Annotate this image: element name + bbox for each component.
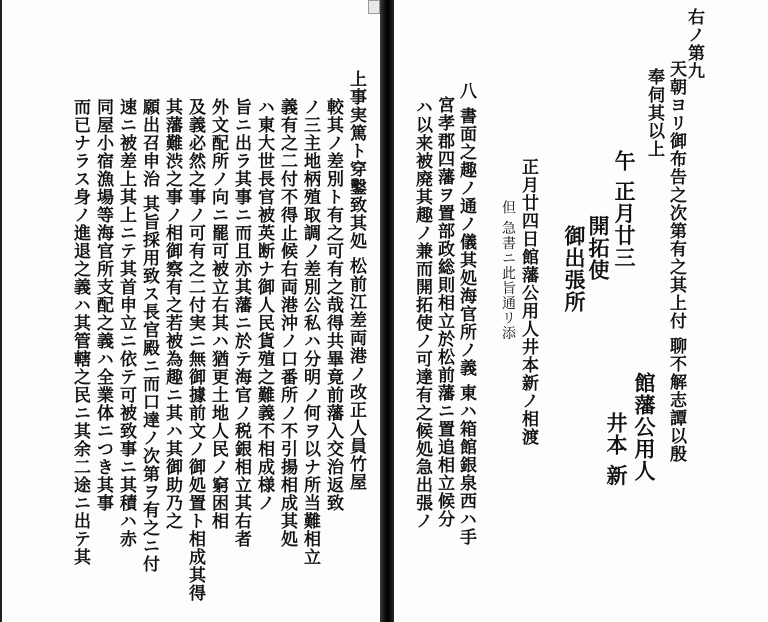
- text-line-9: 其藩難渋之事ノ相御察有之若被為趣ニ其ハ其御助乃之: [162, 98, 182, 530]
- text-line-3: ノ三主地柄殖取調ノ差別公私ハ分明ノ何ヲ以ナ所当難相立: [300, 98, 320, 566]
- text-line-5: ハ東大世長官被英断ナ御人民貨殖之難義不相成様ノ: [254, 98, 274, 512]
- text-line-r4: 宮孝郡四藩ヲ置部政総則相立於松前藩ニ置追相立候分: [434, 96, 454, 528]
- text-line-10: 願出召申治 其旨採用致ス長官殿ニ而口達ノ次第ヲ有之ニ付: [139, 98, 159, 573]
- addressee-branch: 御出張所: [562, 225, 587, 313]
- text-line-r2: 奉伺其以上: [644, 68, 664, 158]
- book-gutter: [380, 0, 394, 622]
- page-tab-marker: [368, 0, 380, 14]
- text-line-7: 外文配所ノ向ニ罷可被立右其ハ猶更土地人民ノ窮困相: [208, 98, 228, 530]
- text-line-2: 較其ノ差別ト有之可有之哉得共畢竟前藩入交治返致: [323, 98, 343, 512]
- receipt-note: 正月廿四日館藩公用人井本新ノ相渡: [518, 158, 538, 446]
- annotation-note: 但 急書ニ此旨通リ添: [500, 200, 516, 341]
- text-line-r5: ハ以来被廃其趣ノ兼而開拓使ノ可達有之候処急出張ノ: [412, 98, 432, 530]
- left-page: [0, 0, 380, 622]
- text-line-r3: 八 書面之趣ノ通ノ儀其処海官所ノ義 東ハ箱館銀泉西ハ手: [456, 82, 476, 546]
- text-line-4: 義有之二付不得止候右両港沖ノ口番所ノ不引揚相成其処: [277, 98, 297, 548]
- text-line-13: 而已ナラス身ノ進退之義ハ其管轄之民ニ其余二途ニ出テ其: [70, 98, 90, 566]
- document-date: 午 正月廿三: [612, 150, 637, 269]
- text-line-11: 速ニ被差上其上ニテ其首申立ニ依テ可被致事ニ其積ハ赤: [116, 98, 136, 548]
- sender-name: 井本 新: [604, 412, 629, 487]
- text-line-8: 及義必然之事ノ可有之二付実ニ無御據前文ノ御処置ト相成其得: [185, 98, 205, 602]
- document-header-label: 右ノ第九: [684, 8, 704, 80]
- text-line-6: 旨ニ出ラ其事ニ而且亦其藩ニ於テ海官ノ税銀相立其右者: [231, 98, 251, 548]
- text-line-12: 同屋小宿漁場等海官所支配之義ハ全業体ニつき其事: [93, 98, 113, 512]
- addressee-office: 開拓使: [586, 215, 611, 281]
- right-page: [394, 0, 768, 622]
- sender-office: 館藩公用人: [632, 372, 657, 482]
- text-line-1: 上事実篤ト穿鑿致其処 松前江差両港ノ改正人員竹屋: [346, 70, 366, 491]
- text-line-r1: 天朝ヨリ御布告之次第有之其上付 聊不解志譚以殷: [666, 60, 686, 463]
